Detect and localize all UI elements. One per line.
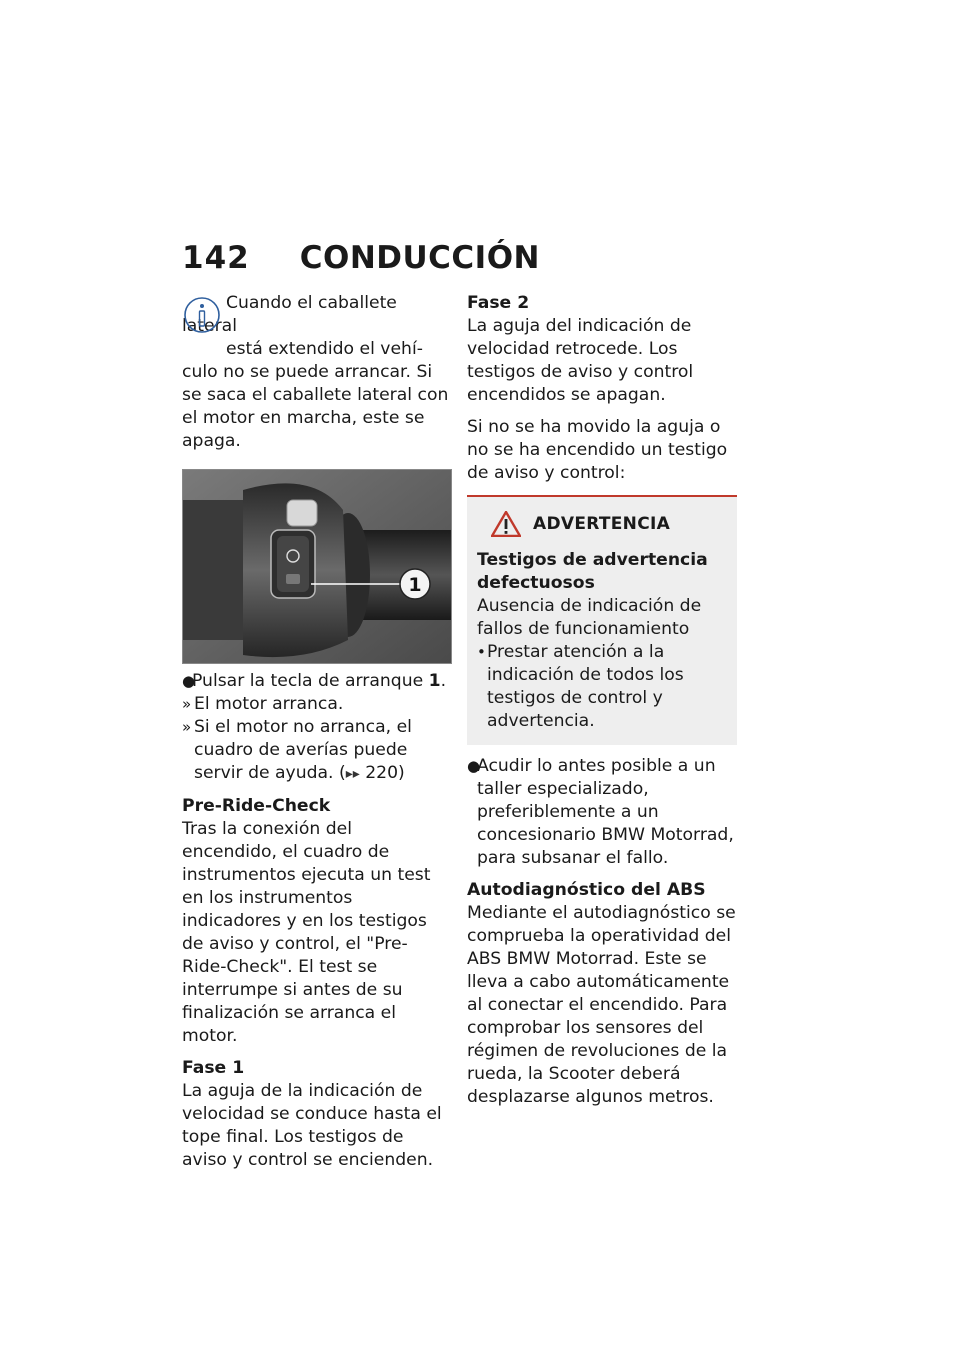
warning-title: ADVERTENCIA — [533, 513, 671, 534]
bullet-icon: ● — [182, 672, 196, 690]
handlebar-switch-illustration — [183, 470, 451, 663]
step-1-ref: 1 — [428, 671, 441, 691]
warning-bullet-text: Prestar atención a la indicación de todos los testigos de control y advertencia. — [487, 642, 684, 731]
page-ref-link[interactable]: 220 — [365, 763, 399, 783]
bullet-icon: ● — [467, 757, 481, 775]
abs-heading: Autodiagnóstico del ABS — [467, 880, 706, 900]
right-column — [467, 292, 737, 1109]
action-visit-workshop — [467, 755, 737, 870]
info-note — [182, 292, 452, 453]
result-1-text: El motor arranca. — [194, 694, 344, 714]
step-1-text: Pulsar la tecla de arranque — [192, 671, 429, 691]
result-engine-not-start — [182, 716, 452, 786]
result-icon: » — [182, 718, 192, 736]
result-icon: » — [182, 695, 192, 713]
preride-text: Tras la conexión del encendido, el cuadro de instrumentos ejecuta un test en los instrumentos indicadores y en los testigos de aviso y control, el "Pre-Ride-Check". El test se interrumpe si antes de su finalización se arranca el motor. — [182, 819, 431, 1046]
phase1-heading: Fase 1 — [182, 1058, 245, 1078]
abs-text: Mediante el autodiagnóstico se comprueba la operatividad del ABS BMW Motorrad. Este se lleva a cabo automáticamente al conectar el encendido. Para comprobar los sensores del régimen de revoluciones de la rueda, la Scooter deberá desplazarse algunos metros. — [467, 903, 736, 1107]
preride-heading: Pre-Ride-Check — [182, 796, 331, 816]
info-line-1: Cuando el caballete lateral — [182, 293, 397, 336]
warning-subtitle: Testigos de advertencia defectuosos — [477, 550, 708, 593]
result-engine-starts — [182, 693, 452, 716]
bullet-icon: • — [477, 643, 486, 661]
warning-cause: Ausencia de indicación de fallos de funcionamiento — [477, 596, 702, 639]
phase2-text: La aguja del indicación de velocidad retrocede. Los testigos de aviso y control encendidos se apagan. — [467, 316, 694, 405]
figure-callout-label: 1 — [408, 574, 422, 596]
phase1-text: La aguja de la indicación de velocidad se conduce hasta el tope final. Los testigos de aviso y control se encienden. — [182, 1081, 442, 1170]
warning-triangle-icon — [491, 511, 521, 537]
phase2-heading: Fase 2 — [467, 293, 530, 313]
action-text: Acudir lo antes posible a un taller especializado, preferiblemente a un concesionario BMW Motorrad, para subsanar el fallo. — [477, 756, 734, 868]
info-line-2: está extendido el vehí- — [226, 339, 423, 359]
handlebar-switch-photo — [182, 469, 452, 664]
info-rest: culo no se puede arrancar. Si se saca el caballete lateral con el motor en marcha, este se apaga. — [182, 362, 449, 451]
warning-bullet — [477, 641, 727, 733]
step-1-end: . — [440, 671, 447, 691]
result-2-text: Si el motor no arranca, el cuadro de averías puede servir de ayuda. ( — [194, 717, 412, 783]
left-column — [182, 292, 452, 1172]
chapter-title: CONDUCCIÓN — [299, 240, 541, 276]
page-number: 142 — [182, 240, 250, 276]
info-icon — [182, 295, 222, 335]
page-header — [182, 238, 540, 278]
page-ref-arrow-icon: ▸▸ — [345, 766, 360, 782]
result-2-end: ) — [398, 763, 405, 783]
step-press-start — [182, 670, 452, 693]
warning-header — [477, 511, 727, 537]
condition-text: Si no se ha movido la aguja o no se ha encendido un testigo de aviso y control: — [467, 417, 728, 483]
warning-box — [467, 495, 737, 745]
